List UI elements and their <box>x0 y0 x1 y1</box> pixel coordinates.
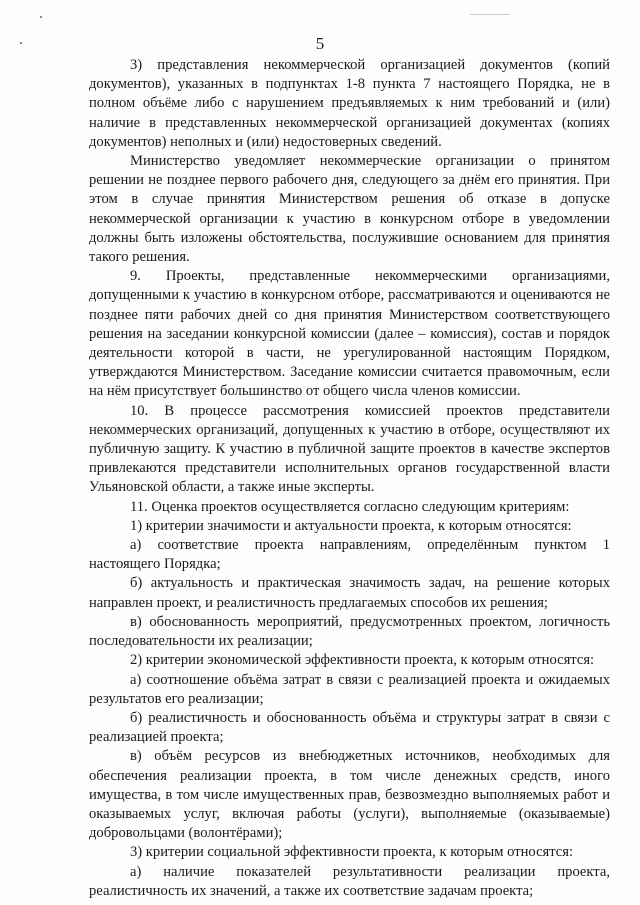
paragraph: 3) представления некоммерческой организацией документов (копий документов), указанных в подпунктах 1-8 пункта 7 настоящего Порядка, не в полном объёме либо с нарушением предъявляемых к ним требований и (или) наличие в представленных некоммерческой организацией документах (копиях документов) неполных и (или) недостоверных сведений. <box>89 57 610 150</box>
scan-artifact <box>470 14 510 15</box>
paragraph: а) наличие показателей результативности реализации проекта, реалистичность их значений, а также их соответствие задачам проекта; <box>89 863 610 899</box>
paragraph: в) обоснованность мероприятий, предусмотренных проектом, логичность последовательности их реализации; <box>89 613 610 650</box>
paragraph: 10. В процессе рассмотрения комиссией проектов представители некоммерческих организаций, допущенных к участию в отборе, осуществляют их публичную защиту. К участию в публичной защите проектов в качестве экспертов привлекаются представители исполнительных органов государственной власти Ульяновской области, а также иные эксперты. <box>89 402 610 496</box>
paragraph: в) объём ресурсов из внебюджетных источников, необходимых для обеспечения реализации проекта, в том числе денежных средств, иного имущества, в том числе имущественных прав, безвозмездно выполняемых работ и оказываемых услуг, включая работы (услуги), выполняемые (оказываемые) добровольцами (волонтёрами); <box>89 748 610 842</box>
paragraph: 9. Проекты, представленные некоммерческими организациями, допущенными к участию в конкурсном отборе, рассматриваются и оцениваются не позднее пяти рабочих дней со дня принятия Министерством соответствующего решения на заседании конкурсной комиссии (далее – комиссия), состав и порядок деятельности которой в части, не урегулированной настоящим Порядком, утверждаются Министерством. Заседание комиссии считается правомочным, если на нём присутствует большинство от общего числа членов комиссии. <box>89 268 610 400</box>
paragraph: б) реалистичность и обоснованность объёма и структуры затрат в связи с реализацией проекта; <box>89 709 610 746</box>
document-body <box>89 56 610 901</box>
scan-artifact <box>40 16 42 18</box>
paragraph: 3) критерии социальной эффективности проекта, к которым относятся: <box>130 844 574 861</box>
paragraph: а) соответствие проекта направлениям, определённым пунктом 1 настоящего Порядка; <box>89 537 610 573</box>
paragraph: Министерство уведомляет некоммерческие организации о принятом решении не позднее первого рабочего дня, следующего за днём его принятия. При этом в случае принятия Министерством решения об отказе в допуске некоммерческой организации к участию в конкурсном отборе в уведомлении должны быть изложены обстоятельства, послужившие основанием для принятия такого решения. <box>89 153 610 266</box>
page-number: 5 <box>315 34 325 53</box>
paragraph: 1) критерии значимости и актуальности проекта, к которым относятся: <box>130 517 572 534</box>
paragraph: 2) критерии экономической эффективности проекта, к которым относятся: <box>130 652 595 669</box>
paragraph: а) соотношение объёма затрат в связи с реализацией проекта и ожидаемых результатов его реализации; <box>89 671 610 707</box>
paragraph: 11. Оценка проектов осуществляется согласно следующим критериям: <box>130 498 570 515</box>
paragraph: б) актуальность и практическая значимость задач, на решение которых направлен проект, и реалистичность предлагаемых способов их решения; <box>89 575 610 611</box>
